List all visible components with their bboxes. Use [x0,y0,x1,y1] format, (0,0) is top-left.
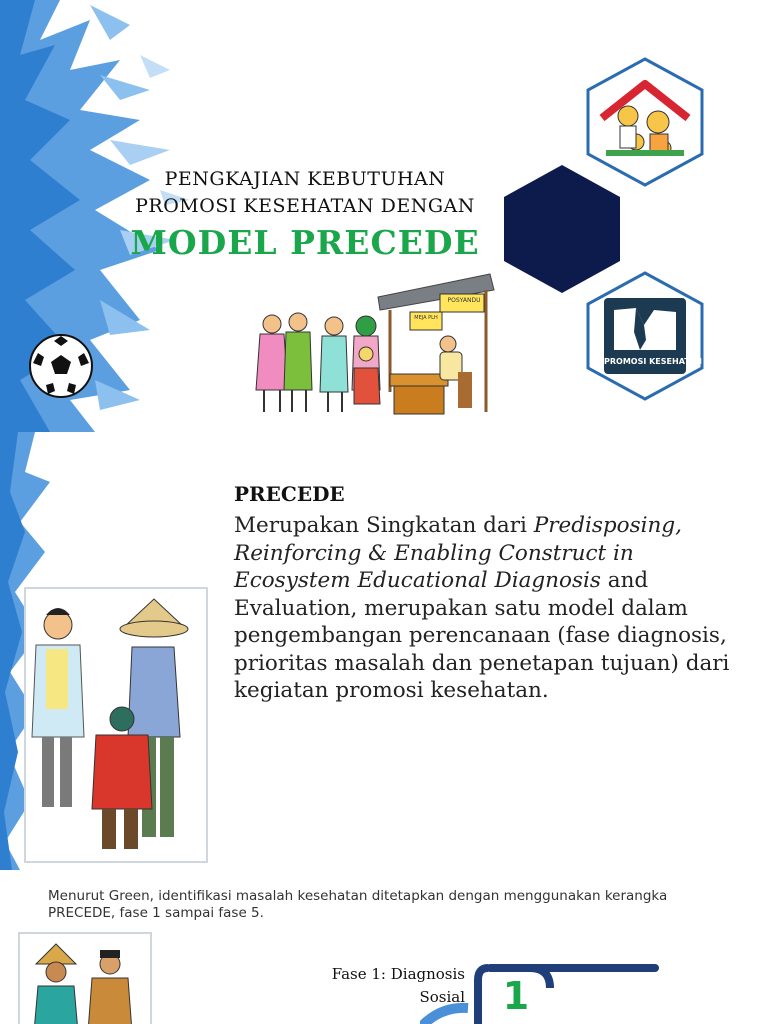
cover-page [0,0,768,432]
farmers-illustration [18,932,152,1024]
definition-italic-terms: Predisposing, Reinforcing & Enabling Construct in Ecosystem Educational Diagnosis [234,513,682,593]
title-line-2: PROMOSI KESEHATAN DENGAN [135,195,475,217]
soccer-ball-icon [28,333,94,399]
precede-heading: PRECEDE [234,482,345,506]
definition-rest: and Evaluation, merupakan satu model dalam pengembangan perencanaan (fase diagnosis, prioritas masalah dan penetapan tujuan) dari kegiatan promosi kesehatan. [234,568,730,703]
health-worker-illustration [24,587,208,863]
promosi-kesehatan-logo-hexagon [584,270,706,402]
precede-definition-page [0,432,768,870]
posyandu-sign: POSYANDU [447,297,481,304]
definition-intro: Merupakan Singkatan dari [234,513,534,538]
promosi-kesehatan-logo-text: PROMOSI KESEHATAN [604,357,702,366]
precede-definition-text [234,512,734,705]
phase-label-line2: Sosial [419,988,465,1006]
phase-number: 1 [502,974,530,1018]
green-framework-note: Menurut Green, identifikasi masalah kesehatan ditetapkan dengan menggunakan kerangka PRECEDE, fase 1 sampai fase 5. [48,888,668,921]
posyandu-illustration [250,272,495,420]
phase-label-line1: Fase 1: Diagnosis [331,965,465,983]
meja-sign: MEJA PLH [414,315,438,321]
main-title: MODEL PRECEDE [130,223,480,262]
title-line-1: PENGKAJIAN KEBUTUHAN [164,168,446,190]
phase-page [0,870,768,1024]
